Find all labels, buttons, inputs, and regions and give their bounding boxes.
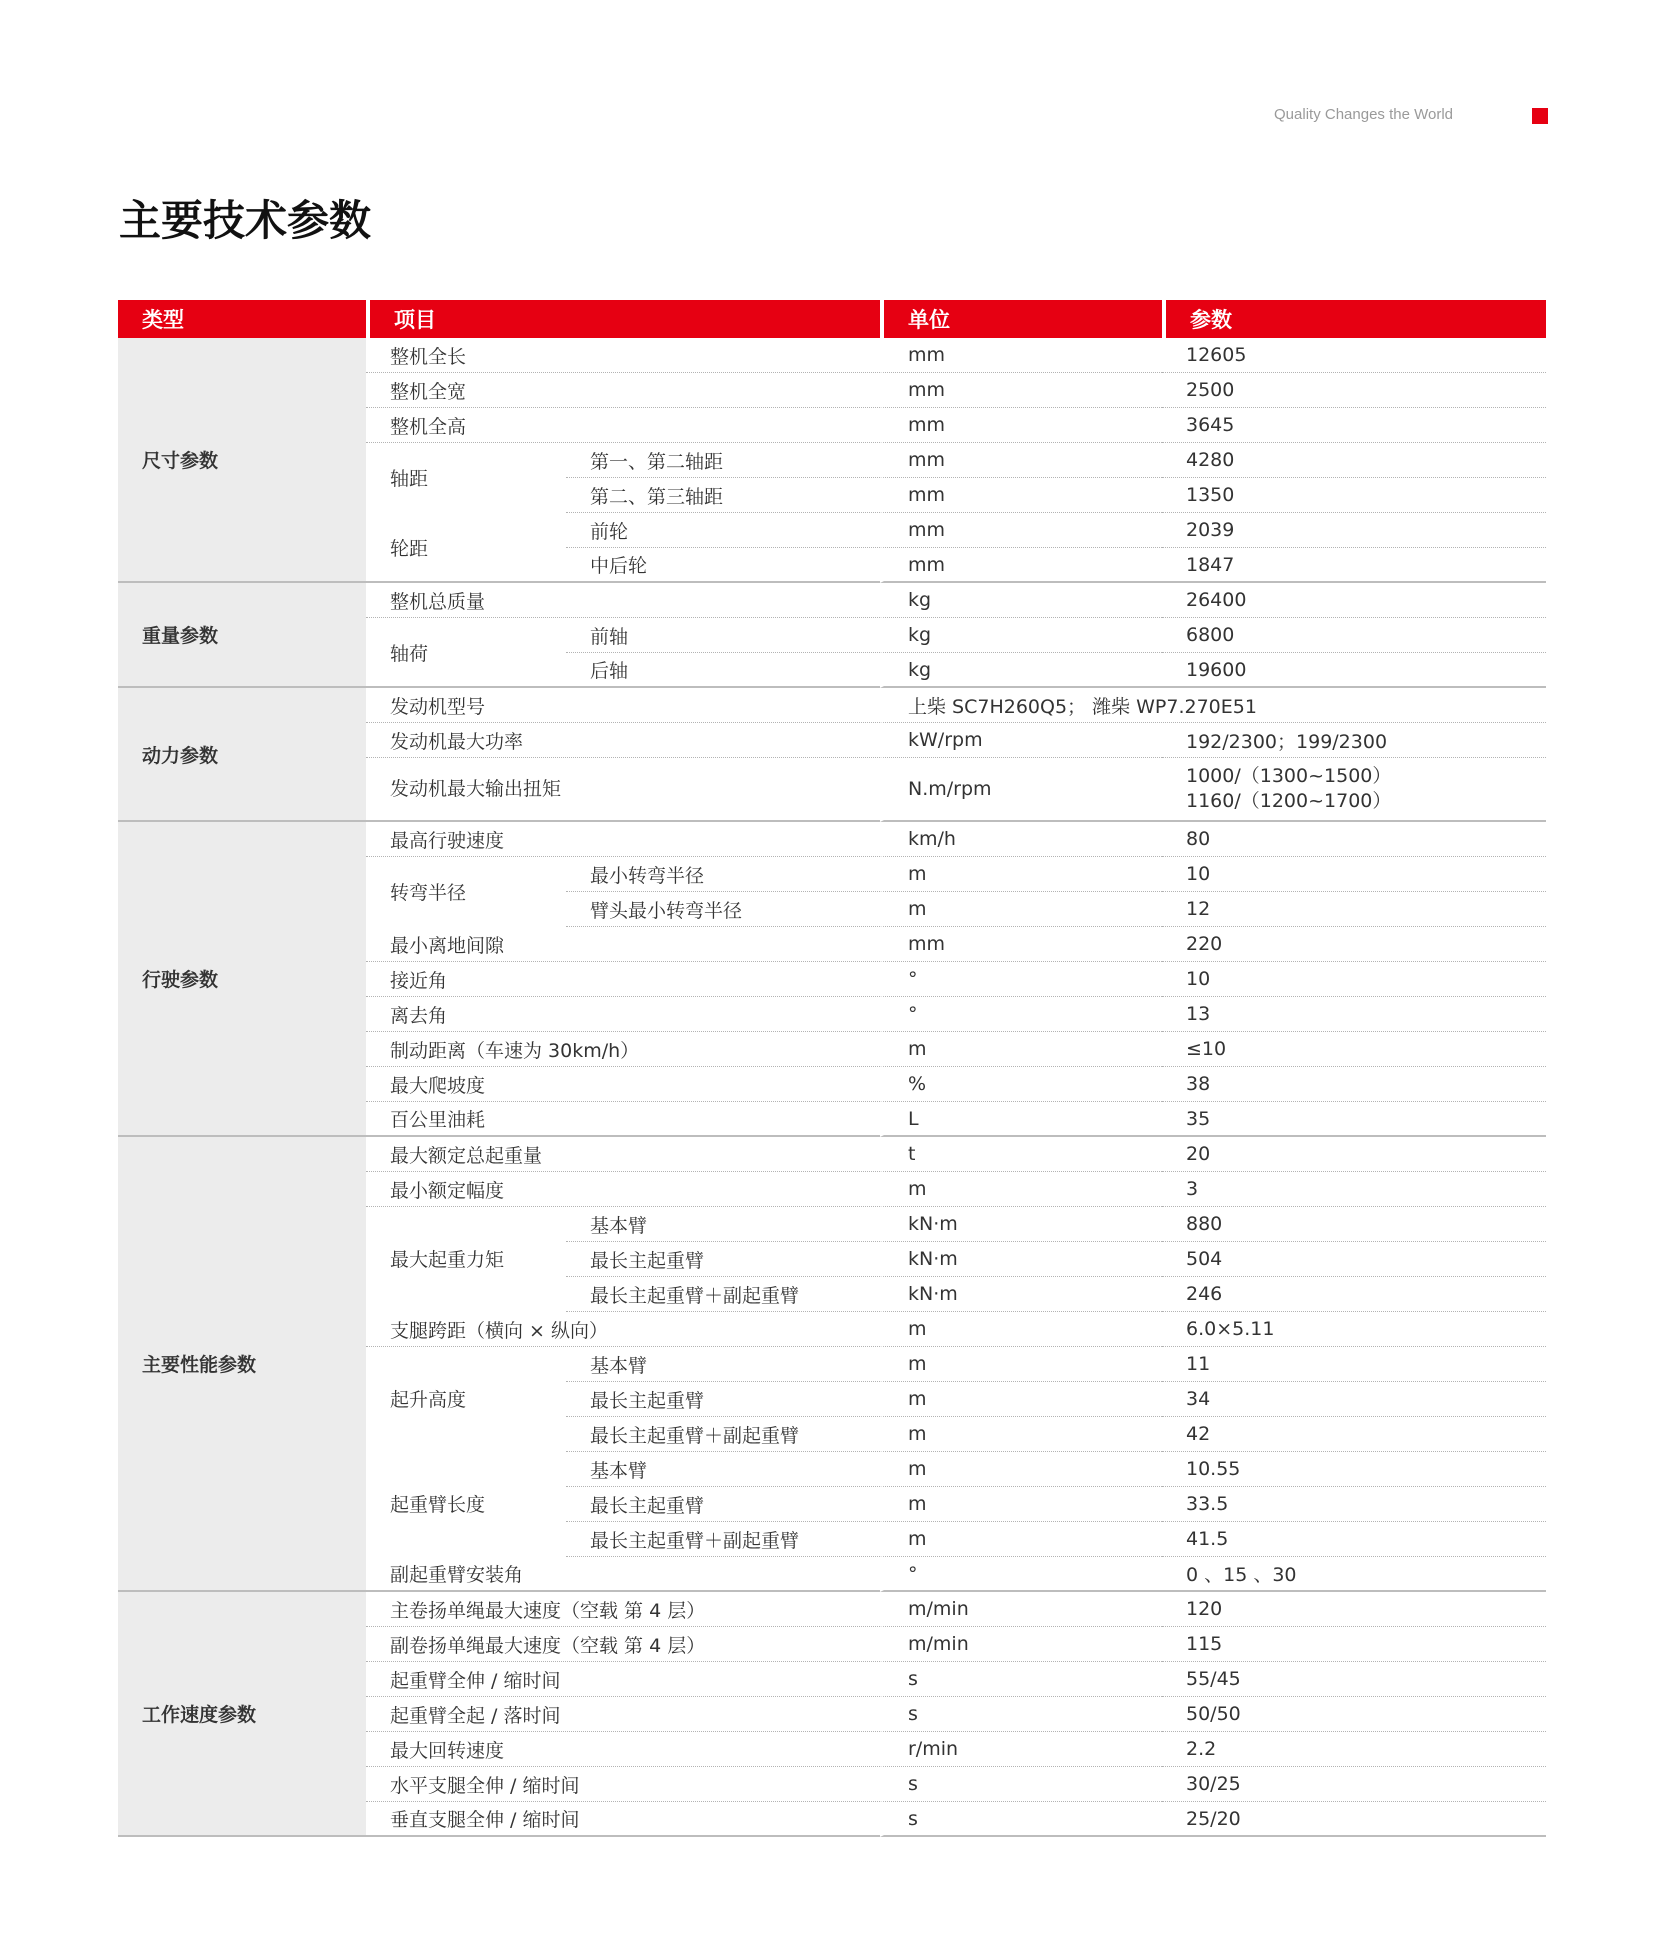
- value-cell: 192/2300；199/2300: [1162, 723, 1546, 758]
- unit-cell: kW/rpm: [880, 723, 1162, 758]
- unit-cell: km/h: [880, 822, 1162, 857]
- sub-item-cell: 基本臂: [566, 1452, 880, 1487]
- value-cell: 33.5: [1162, 1487, 1546, 1522]
- item-cell: 发动机最大输出扭矩: [366, 758, 880, 822]
- type-cell: 行驶参数: [118, 822, 366, 1137]
- value-cell: 120: [1162, 1592, 1546, 1627]
- value-cell: 上柴 SC7H260Q5； 潍柴 WP7.270E51: [880, 688, 1546, 723]
- item-cell: 发动机型号: [366, 688, 880, 723]
- spec-table: [118, 300, 1546, 1837]
- value-cell: 26400: [1162, 583, 1546, 618]
- header-item: 项目: [366, 300, 880, 338]
- unit-cell: L: [880, 1102, 1162, 1137]
- sub-item-cell: 最小转弯半径: [566, 857, 880, 892]
- unit-cell: m: [880, 1487, 1162, 1522]
- table-row: [118, 822, 1546, 857]
- type-cell: 尺寸参数: [118, 338, 366, 583]
- unit-cell: m: [880, 1312, 1162, 1347]
- item-cell: 主卷扬单绳最大速度（空载 第 4 层）: [366, 1592, 880, 1627]
- value-cell: 6800: [1162, 618, 1546, 653]
- item-cell: 制动距离（车速为 30km/h）: [366, 1032, 880, 1067]
- value-cell: 220: [1162, 927, 1546, 962]
- item-cell: 最大额定总起重量: [366, 1137, 880, 1172]
- value-cell: 80: [1162, 822, 1546, 857]
- value-cell: 246: [1162, 1277, 1546, 1312]
- item-cell: 最高行驶速度: [366, 822, 880, 857]
- value-cell: 6.0×5.11: [1162, 1312, 1546, 1347]
- value-cell: 55/45: [1162, 1662, 1546, 1697]
- value-cell: 2.2: [1162, 1732, 1546, 1767]
- value-cell: 19600: [1162, 653, 1546, 688]
- table-row: [118, 1592, 1546, 1627]
- header-param: 参数: [1162, 300, 1546, 338]
- header-unit: 单位: [880, 300, 1162, 338]
- sub-item-cell: 臂头最小转弯半径: [566, 892, 880, 927]
- item-cell: 最大起重力矩: [366, 1207, 566, 1312]
- value-cell: 11: [1162, 1347, 1546, 1382]
- value-cell: 0 、15 、30: [1162, 1557, 1546, 1592]
- item-cell: 支腿跨距（横向 × 纵向）: [366, 1312, 880, 1347]
- value-cell: 38: [1162, 1067, 1546, 1102]
- type-cell: 主要性能参数: [118, 1137, 366, 1592]
- sub-item-cell: 第一、第二轴距: [566, 443, 880, 478]
- item-cell: 副卷扬单绳最大速度（空载 第 4 层）: [366, 1627, 880, 1662]
- item-cell: 最小额定幅度: [366, 1172, 880, 1207]
- item-cell: 发动机最大功率: [366, 723, 880, 758]
- value-cell: 10: [1162, 857, 1546, 892]
- sub-item-cell: 基本臂: [566, 1207, 880, 1242]
- unit-cell: s: [880, 1802, 1162, 1837]
- unit-cell: kN·m: [880, 1242, 1162, 1277]
- item-cell: 轴荷: [366, 618, 566, 688]
- type-cell: 工作速度参数: [118, 1592, 366, 1837]
- value-line: 1160/（1200~1700）: [1186, 790, 1392, 812]
- item-cell: 起重臂长度: [366, 1452, 566, 1557]
- unit-cell: m: [880, 857, 1162, 892]
- sub-item-cell: 后轴: [566, 653, 880, 688]
- sub-item-cell: 前轮: [566, 513, 880, 548]
- unit-cell: kN·m: [880, 1207, 1162, 1242]
- unit-cell: s: [880, 1767, 1162, 1802]
- sub-item-cell: 最长主起重臂＋副起重臂: [566, 1417, 880, 1452]
- brand-square-icon: [1532, 108, 1548, 124]
- table-header-row: [118, 300, 1546, 338]
- value-cell: ≤10: [1162, 1032, 1546, 1067]
- item-cell: 整机总质量: [366, 583, 880, 618]
- sub-item-cell: 最长主起重臂: [566, 1487, 880, 1522]
- value-cell: 3: [1162, 1172, 1546, 1207]
- item-cell: 整机全长: [366, 338, 880, 373]
- item-cell: 轮距: [366, 513, 566, 583]
- value-line: 1000/（1300~1500）: [1186, 765, 1392, 787]
- table-row: [118, 688, 1546, 723]
- unit-cell: m: [880, 1347, 1162, 1382]
- item-cell: 最小离地间隙: [366, 927, 880, 962]
- value-cell: 2039: [1162, 513, 1546, 548]
- value-cell: [1162, 758, 1546, 822]
- unit-cell: m: [880, 1452, 1162, 1487]
- unit-cell: °: [880, 962, 1162, 997]
- value-cell: 2500: [1162, 373, 1546, 408]
- item-cell: 轴距: [366, 443, 566, 513]
- value-cell: 42: [1162, 1417, 1546, 1452]
- unit-cell: s: [880, 1697, 1162, 1732]
- unit-cell: kg: [880, 653, 1162, 688]
- sub-item-cell: 基本臂: [566, 1347, 880, 1382]
- unit-cell: kg: [880, 583, 1162, 618]
- unit-cell: m: [880, 1172, 1162, 1207]
- value-cell: 1350: [1162, 478, 1546, 513]
- item-cell: 百公里油耗: [366, 1102, 880, 1137]
- header-type: 类型: [118, 300, 366, 338]
- unit-cell: m: [880, 1382, 1162, 1417]
- value-cell: 12: [1162, 892, 1546, 927]
- page-title: 主要技术参数: [119, 196, 372, 245]
- unit-cell: m: [880, 1522, 1162, 1557]
- item-cell: 垂直支腿全伸 / 缩时间: [366, 1802, 880, 1837]
- item-cell: 起重臂全伸 / 缩时间: [366, 1662, 880, 1697]
- value-cell: 504: [1162, 1242, 1546, 1277]
- unit-cell: mm: [880, 478, 1162, 513]
- value-cell: 12605: [1162, 338, 1546, 373]
- value-cell: 115: [1162, 1627, 1546, 1662]
- item-cell: 起升高度: [366, 1347, 566, 1452]
- item-cell: 整机全高: [366, 408, 880, 443]
- unit-cell: t: [880, 1137, 1162, 1172]
- unit-cell: s: [880, 1662, 1162, 1697]
- brand-tagline: Quality Changes the World: [1274, 106, 1453, 123]
- sub-item-cell: 前轴: [566, 618, 880, 653]
- unit-cell: mm: [880, 338, 1162, 373]
- value-cell: 880: [1162, 1207, 1546, 1242]
- value-cell: 3645: [1162, 408, 1546, 443]
- unit-cell: m: [880, 1032, 1162, 1067]
- unit-cell: kN·m: [880, 1277, 1162, 1312]
- value-cell: 41.5: [1162, 1522, 1546, 1557]
- unit-cell: r/min: [880, 1732, 1162, 1767]
- unit-cell: kg: [880, 618, 1162, 653]
- type-cell: 动力参数: [118, 688, 366, 822]
- item-cell: 副起重臂安装角: [366, 1557, 880, 1592]
- unit-cell: °: [880, 1557, 1162, 1592]
- value-cell: 35: [1162, 1102, 1546, 1137]
- unit-cell: mm: [880, 548, 1162, 583]
- sub-item-cell: 最长主起重臂＋副起重臂: [566, 1522, 880, 1557]
- value-cell: 25/20: [1162, 1802, 1546, 1837]
- value-cell: 13: [1162, 997, 1546, 1032]
- item-cell: 起重臂全起 / 落时间: [366, 1697, 880, 1732]
- sub-item-cell: 最长主起重臂: [566, 1382, 880, 1417]
- value-cell: 10: [1162, 962, 1546, 997]
- table-row: [118, 338, 1546, 373]
- value-cell: 1847: [1162, 548, 1546, 583]
- value-cell: 50/50: [1162, 1697, 1546, 1732]
- unit-cell: mm: [880, 443, 1162, 478]
- table-row: [118, 583, 1546, 618]
- sub-item-cell: 最长主起重臂: [566, 1242, 880, 1277]
- unit-cell: mm: [880, 408, 1162, 443]
- unit-cell: mm: [880, 513, 1162, 548]
- value-cell: 20: [1162, 1137, 1546, 1172]
- type-cell: 重量参数: [118, 583, 366, 688]
- unit-cell: m/min: [880, 1592, 1162, 1627]
- item-cell: 最大爬坡度: [366, 1067, 880, 1102]
- item-cell: 接近角: [366, 962, 880, 997]
- table-row: [118, 1137, 1546, 1172]
- sub-item-cell: 第二、第三轴距: [566, 478, 880, 513]
- unit-cell: m/min: [880, 1627, 1162, 1662]
- unit-cell: mm: [880, 927, 1162, 962]
- value-cell: 10.55: [1162, 1452, 1546, 1487]
- value-cell: 4280: [1162, 443, 1546, 478]
- unit-cell: N.m/rpm: [880, 758, 1162, 822]
- item-cell: 最大回转速度: [366, 1732, 880, 1767]
- unit-cell: %: [880, 1067, 1162, 1102]
- unit-cell: °: [880, 997, 1162, 1032]
- unit-cell: mm: [880, 373, 1162, 408]
- item-cell: 转弯半径: [366, 857, 566, 927]
- unit-cell: m: [880, 1417, 1162, 1452]
- spec-table-body: [118, 338, 1546, 1837]
- value-cell: 30/25: [1162, 1767, 1546, 1802]
- item-cell: 整机全宽: [366, 373, 880, 408]
- value-cell: 34: [1162, 1382, 1546, 1417]
- item-cell: 水平支腿全伸 / 缩时间: [366, 1767, 880, 1802]
- sub-item-cell: 最长主起重臂＋副起重臂: [566, 1277, 880, 1312]
- item-cell: 离去角: [366, 997, 880, 1032]
- sub-item-cell: 中后轮: [566, 548, 880, 583]
- unit-cell: m: [880, 892, 1162, 927]
